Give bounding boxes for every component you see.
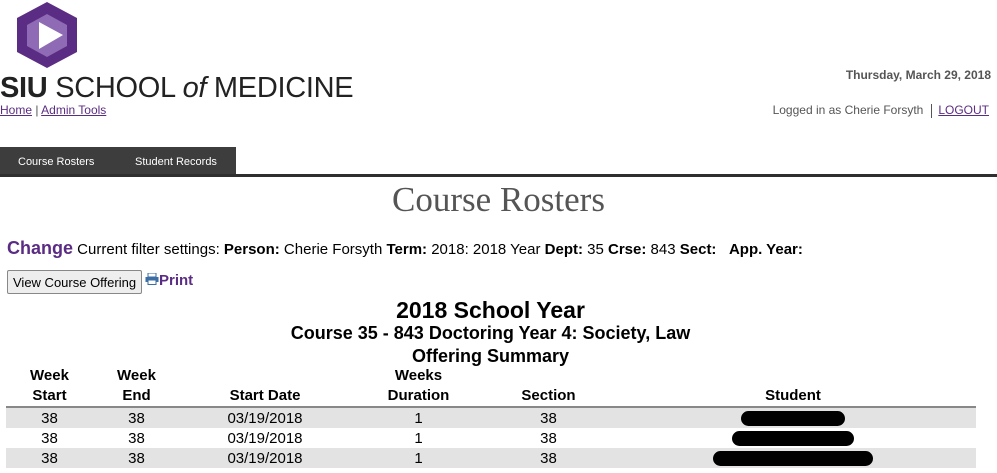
logged-in-text: Logged in as Cherie Forsyth	[772, 103, 924, 117]
siu-logo-icon	[14, 0, 80, 70]
roster-table	[6, 366, 976, 468]
page-title: Course Rosters	[392, 180, 605, 219]
view-course-offering-button[interactable]: View Course Offering	[7, 270, 142, 294]
nav-divider	[0, 174, 997, 177]
header-weeks-duration: Weeks Duration	[350, 366, 487, 407]
header-week-end: Week End	[93, 366, 180, 407]
table-row: 38 38 03/19/2018 1 38	[6, 428, 976, 448]
redacted-student-name	[732, 431, 854, 446]
top-links: Home | Admin Tools	[0, 103, 107, 117]
header-start-date: Start Date	[180, 366, 350, 407]
brand-wordmark: SIU SCHOOL of MEDICINE	[0, 72, 354, 104]
course-heading: Course 35 - 843 Doctoring Year 4: Society, Law	[290, 323, 691, 343]
offering-summary-heading: Offering Summary	[411, 346, 570, 366]
change-filter-link[interactable]: Change	[7, 238, 74, 258]
header-section: Section	[487, 366, 610, 407]
login-status	[773, 103, 989, 118]
home-link[interactable]: Home	[0, 103, 33, 117]
header-student: Student	[610, 366, 976, 407]
redacted-student-name	[741, 411, 845, 426]
header-week-start: Week Start	[6, 366, 93, 407]
nav-course-rosters[interactable]: Course Rosters	[18, 156, 95, 168]
table-row: 38 38 03/19/2018 1 38	[6, 407, 976, 428]
current-date: Thursday, March 29, 2018	[845, 68, 991, 82]
table-row: 38 38 03/19/2018 1 38	[6, 448, 976, 468]
school-year-heading: 2018 School Year	[396, 297, 585, 323]
filter-settings: Change Current filter settings: Person: Cherie Forsyth Term: 2018: 2018 Year Dept: 35 Crse: 843 Sect: App. Year:	[7, 238, 803, 258]
nav-student-records[interactable]: Student Records	[135, 156, 217, 168]
divider	[931, 104, 932, 118]
admin-tools-link[interactable]: Admin Tools	[41, 103, 107, 117]
print-link[interactable]: Print	[145, 272, 193, 289]
redacted-student-name	[713, 451, 873, 466]
printer-icon	[145, 273, 159, 285]
logout-link[interactable]: LOGOUT	[938, 103, 989, 117]
